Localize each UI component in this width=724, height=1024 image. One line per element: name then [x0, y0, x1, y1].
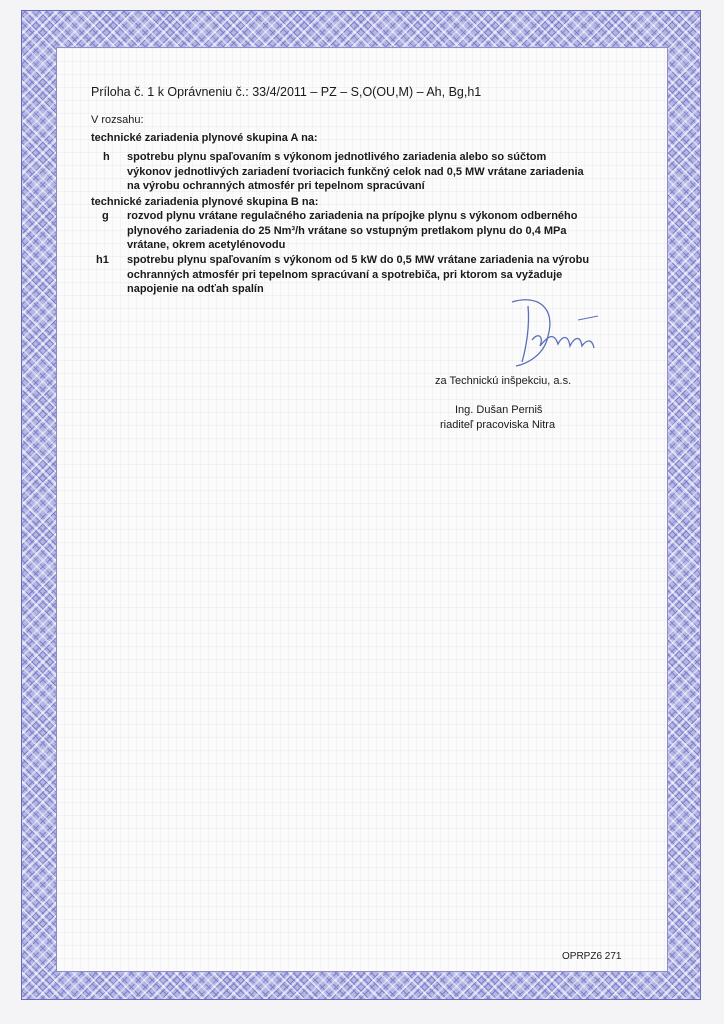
handwritten-signature [508, 296, 608, 376]
signature-on-behalf: za Technickú inšpekciu, a.s. [435, 375, 572, 387]
item-h1-line-1: spotrebu plynu spaľovaním s výkonom od 5 kW do 0,5 MW vrátane zariadenia na výrobu [127, 254, 590, 266]
item-g-line-1: rozvod plynu vrátane regulačného zariadenia na prípojke plynu s výkonom odberného [127, 210, 578, 222]
item-h-line-1: spotrebu plynu spaľovaním s výkonom jednotlivého zariadenia alebo so súčtom [127, 151, 547, 163]
item-g-line-2: plynového zariadenia do 25 Nm³/h vrátane so vstupným pretlakom plynu do 0,4 MPa [127, 224, 567, 237]
item-h-line-2: výkonov jednotlivých zariadení tvoriacich funkčný celok nad 0,5 MW vrátane zariadenia [127, 165, 584, 178]
signatory-name: Ing. Dušan Perniš [455, 404, 543, 416]
item-g-text [127, 209, 643, 253]
item-code-h1: h1 [96, 254, 109, 266]
document-header: Príloha č. 1 k Oprávneniu č.: 33/4/2011 – PZ – S,O(OU,M) – Ah, Bg,h1 [91, 85, 482, 99]
scope-intro: V rozsahu: [91, 114, 144, 126]
document-id: OPRPZ6 271 [562, 951, 622, 962]
item-h-text [127, 150, 643, 194]
item-g-line-3: vrátane, okrem acetylénovodu [127, 239, 286, 251]
signatory-role: riaditeľ pracoviska Nitra [440, 419, 556, 431]
item-h-line-3: na výrobu ochranných atmosfér pri tepelnom spracúvaní [127, 180, 425, 192]
group-b-title: technické zariadenia plynové skupina B na: [91, 196, 319, 208]
group-a-title: technické zariadenia plynové skupina A na: [91, 132, 318, 144]
item-code-g: g [102, 210, 109, 222]
item-h1-text [127, 253, 643, 297]
item-code-h: h [103, 151, 110, 163]
item-h1-line-3: napojenie na odťah spalín [127, 283, 264, 295]
item-h1-line-2: ochranných atmosfér pri tepelnom spracúvaní a spotrebiča, pri ktorom sa vyžaduje [127, 268, 563, 281]
